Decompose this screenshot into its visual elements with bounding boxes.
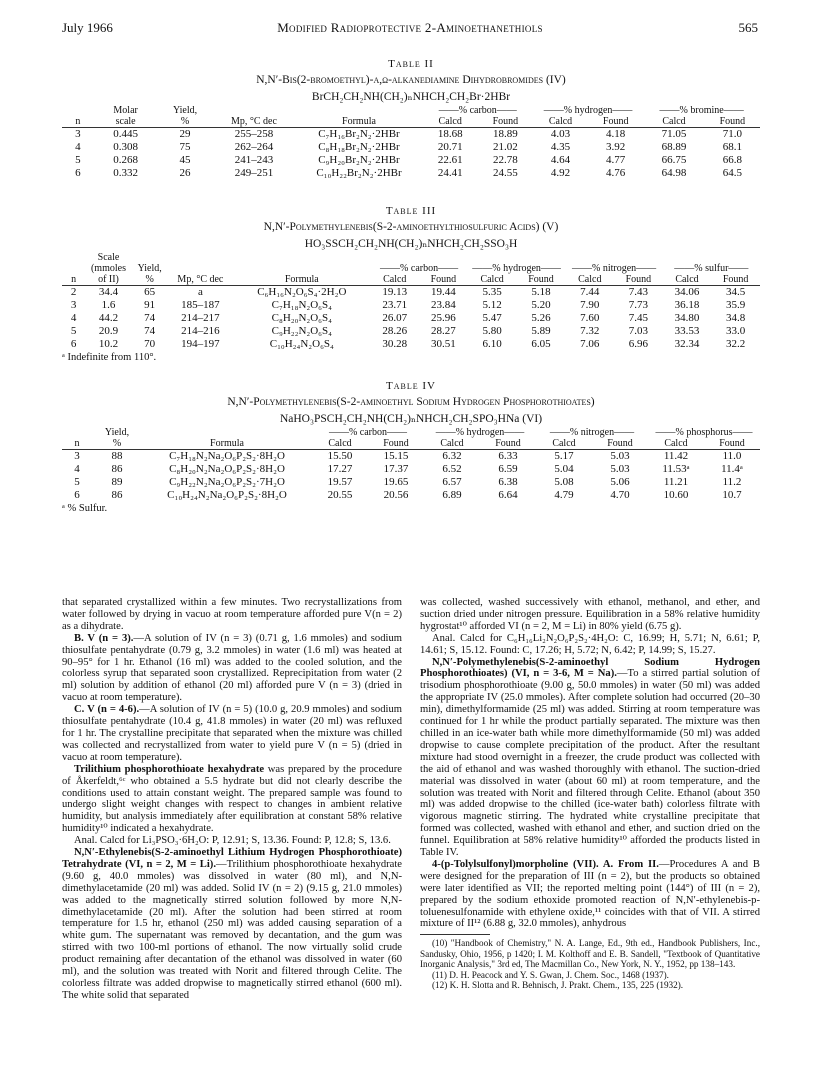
table-3-cell: 26.07 bbox=[382, 312, 408, 324]
table-3-footnote: ᵃ Indefinite from 110°. bbox=[62, 352, 157, 363]
table-3-column-header: Calcd bbox=[480, 274, 504, 285]
table-3-cell: 7.45 bbox=[628, 312, 649, 324]
table-4-cell: 6.38 bbox=[498, 476, 518, 488]
table-4-cell: 17.37 bbox=[383, 463, 409, 475]
table-4-column-header: Found bbox=[495, 438, 521, 449]
header-title: Modified Radioprotective 2-Aminoethanethiols bbox=[277, 20, 543, 35]
table-3-column-header: of II) bbox=[98, 274, 119, 285]
table-3-cell: 19.44 bbox=[431, 286, 456, 298]
table-4-group: ——% phosphorus—— bbox=[655, 427, 753, 438]
table-4-cell: 19.65 bbox=[383, 476, 409, 488]
table-2-column-header: Found bbox=[602, 116, 629, 127]
table-4-number: Table IV bbox=[386, 380, 436, 392]
table-4-cell: 5 bbox=[74, 476, 80, 488]
paragraph: N,N′-Polymethylenebis(S-2-aminoethyl Sodium Hydrogen Phosphorothioates) (VI, n = 3-6, M = Na).—To a stirred partial solution of trisodium phosphorothioate (9.00 g, 50.0 mmoles) in water (50 ml) was added the appropriate IV (25.0 mmoles). After complete solution had occurred (20–30 min), dimethylformamide (25 ml) was added. Stirring at room temperature was continued for 1 hr while the product partially separated. The mixture was then chilled in an ice-water bath while more dimethylformamide (50 ml) was added dropwise to cause complete precipitation of the product. After the resultant mixture had stood overnight in a freezer, the crude product was collected with the aid of ethanol and was washed thoroughly with ethanol. The suction-dried material was dissolved in water (about 60 ml) at room temperature, and the solution was treated with Norit and filtered through Celite. Ethanol (about 350 ml) was added dropwise to the chilled (ice-water bath) colorless filtrate with vigorous magnetic stirring. The hydrated white crystalline precipitate that formed was collected, washed with ethanol and ether, and suction dried on the funnel. Equilibration at 58% relative humidity¹⁰ afforded the products listed in Table IV. bbox=[420, 656, 760, 859]
table-2-column-header: scale bbox=[115, 116, 136, 127]
footnote: (11) D. H. Peacock and Y. S. Gwan, J. Chem. Soc., 1468 (1937). bbox=[432, 969, 669, 980]
paragraph: 4-(p-Tolylsulfonyl)morpholine (VII). A. From II.—Procedures A and B were designed for the preparation of III (n = 2), but the products so obtained were later identified as VII; the reported melting point (144°) of III (n = 2), prepared by the sodium ethoxide promoted reaction of N,N′-ethylenebis-p-toluenesulfonamide with ethylene oxide,¹¹ coincides with that of VII. A stirred mixture of II¹² (6.88 g, 32.0 mmoles), anhydrous bbox=[420, 858, 760, 930]
table-3-cell: 19.13 bbox=[382, 286, 408, 298]
table-4-cell: C₈H₂₀N₂Na₂O₆P₂S₂·8H₂O bbox=[169, 463, 285, 475]
table-3-column-header: Found bbox=[430, 274, 457, 285]
table-4-column-header: Calcd bbox=[440, 438, 464, 449]
table-3-cell: 91 bbox=[144, 299, 156, 311]
table-3-cell: 34.06 bbox=[674, 286, 700, 298]
table-4-cell: 11.42 bbox=[663, 450, 689, 462]
table-3-cell: 33.53 bbox=[674, 325, 700, 337]
table-4-group: ——% carbon—— bbox=[328, 427, 408, 438]
table-2-cell: 75 bbox=[179, 141, 191, 153]
table-3-cell: 32.2 bbox=[726, 338, 746, 350]
table-4-cell: C₉H₂₂N₂Na₂O₆P₂S₂·7H₂O bbox=[169, 476, 285, 488]
table-2-cell: C₇H₁₆Br₂N₂·2HBr bbox=[318, 128, 400, 140]
table-4-grid bbox=[62, 427, 760, 502]
table-4-cell: C₇H₁₈N₂Na₂O₆P₂S₂·8H₂O bbox=[169, 450, 285, 462]
footnote: (10) "Handbook of Chemistry," N. A. Lange, Ed., 9th ed., Handbook Publishers, Inc., Sandusky, Ohio, 1956, p 1420; I. M. Kolthoff and E. B. Sandell, "Textbook of Quantitative Inorganic Analysis," 3rd ed, The Macmillan Co., New York, N. Y., 1952, pp 138–143. bbox=[420, 938, 760, 970]
section-heading: N,N′-Polymethylenebis(S-2-aminoethyl Sodium Hydrogen Phosphorothioates) (VI, n = 3-6, M = Na). bbox=[420, 656, 760, 680]
paragraph: B. V (n = 3).—A solution of IV (n = 3) (0.71 g, 1.6 mmoles) and sodium thiosulfate pentahydrate (0.79 g, 3.2 mmoles) in water (1.6 ml) was heated at 90–95° for 1 hr. Ethanol (16 ml) was added to the cooled solution, and the colorless syrup that separated soon crystallized. Reprecipitation from water (2 ml) solution by addition of ethanol (20 ml) afforded pure V (n = 3) (dried in vacuo at room temperature). bbox=[62, 632, 402, 704]
page-number: 565 bbox=[738, 20, 758, 35]
table-4-footnote: ᵃ % Sulfur. bbox=[62, 503, 108, 514]
table-3-cell: 214–216 bbox=[181, 325, 220, 337]
table-4-column-header: Calcd bbox=[552, 438, 576, 449]
table-2-title: N,N′-Bis(2-bromoethyl)-α,ω-alkanediamine Dihydrobromides (IV) bbox=[256, 74, 566, 86]
table-2-cell: 0.445 bbox=[113, 128, 138, 140]
table-4-cell: 88 bbox=[111, 450, 123, 462]
table-2-cell: 3 bbox=[75, 128, 81, 140]
table-3 bbox=[62, 205, 760, 363]
table-4-cell: 5.03 bbox=[610, 463, 630, 475]
table-4-cell: 20.56 bbox=[383, 489, 409, 501]
table-4-row bbox=[62, 489, 760, 502]
table-3-column-header: Calcd bbox=[675, 274, 699, 285]
table-4-row bbox=[62, 450, 760, 464]
table-3-column-header: Found bbox=[722, 274, 749, 285]
table-3-column-header: Found bbox=[528, 274, 554, 285]
table-4-column-header: n bbox=[74, 438, 80, 449]
table-2-column-header: Calcd bbox=[548, 116, 573, 127]
table-3-column-header: % bbox=[145, 274, 154, 285]
analysis-paragraph: Anal. Calcd for Li₃PSO₃·6H₂O: P, 12.91; S, 13.36. Found: P, 12.8; S, 13.6. bbox=[74, 835, 391, 847]
table-3-cell: 7.06 bbox=[580, 338, 600, 350]
table-3-grid bbox=[62, 252, 760, 351]
table-2-column-header: Found bbox=[719, 116, 746, 127]
table-3-cell: 44.2 bbox=[98, 312, 119, 324]
table-3-cell: 23.71 bbox=[382, 299, 408, 311]
table-2-cell: C₁₀H₂₂Br₂N₂·2HBr bbox=[316, 167, 402, 179]
table-2-group: ——% bromine—— bbox=[659, 105, 744, 116]
table-4-cell: 15.50 bbox=[327, 450, 353, 462]
table-3-cell: C₆H₁₆N₂O₆S₄·2H₂O bbox=[257, 286, 347, 298]
table-2-cell: 68.1 bbox=[722, 141, 742, 153]
paragraph: C. V (n = 4-6).—A solution of IV (n = 5) (10.0 g, 20.9 mmoles) and sodium thiosulfate pentahydrate (10.4 g, 41.8 mmoles) in water (20 ml) was refluxed for 1 hr. The crystalline precipitate that separated when the mixture was chilled was collected and recrystallized from water to yield pure V (n = 5) (dried in vacuo at room temperature). bbox=[62, 704, 402, 763]
table-2 bbox=[62, 58, 760, 180]
footnote-divider bbox=[420, 934, 490, 935]
table-3-cell: 5.20 bbox=[531, 299, 551, 311]
table-2-column-header: Calcd bbox=[662, 116, 686, 127]
table-2-cell: 45 bbox=[179, 154, 191, 166]
table-3-head: (mmoles bbox=[90, 263, 126, 274]
table-3-cell: 185–187 bbox=[181, 299, 220, 311]
table-2-head: Molar bbox=[113, 105, 138, 116]
table-2-cell: 18.68 bbox=[437, 128, 463, 140]
table-2-row bbox=[62, 167, 760, 180]
table-3-column-header: Calcd bbox=[578, 274, 602, 285]
table-4-cell: 86 bbox=[111, 489, 123, 501]
table-4-cell: 5.08 bbox=[554, 476, 574, 488]
table-4-cell: 4.79 bbox=[554, 489, 574, 501]
table-3-cell: 6 bbox=[70, 338, 77, 350]
table-4-cell: 6.89 bbox=[442, 489, 462, 501]
table-2-cell: 71.05 bbox=[661, 128, 687, 140]
table-4-cell: 19.57 bbox=[327, 476, 353, 488]
table-4-cell: 10.60 bbox=[663, 489, 689, 501]
table-4-cell: 6.33 bbox=[498, 450, 518, 462]
table-3-group: ——% sulfur—— bbox=[674, 263, 749, 274]
table-3-group: ——% nitrogen—— bbox=[572, 263, 657, 274]
table-4-cell: 6.64 bbox=[498, 489, 518, 501]
table-3-cell: 20.9 bbox=[98, 325, 119, 337]
table-4-cell: 11.2 bbox=[722, 476, 742, 488]
table-3-cell: 35.9 bbox=[726, 299, 746, 311]
table-2-cell: 64.98 bbox=[661, 167, 687, 179]
section-heading: N,N′-Ethylenebis(S-2-aminoethyl Lithium Hydrogen Phosphorothioate) Tetrahydrate (VI, n = 2, M = Li). bbox=[62, 847, 402, 870]
table-3-group: ——% hydrogen—— bbox=[472, 263, 561, 274]
table-2-cell: 26 bbox=[179, 167, 191, 179]
table-4-cell: 5.03 bbox=[610, 450, 630, 462]
table-2-cell: 64.5 bbox=[722, 167, 742, 179]
table-3-cell: 34.80 bbox=[674, 312, 700, 324]
table-4-cell: 4 bbox=[74, 463, 80, 475]
table-2-column-header: % bbox=[180, 116, 190, 127]
table-3-row bbox=[62, 299, 760, 312]
table-3-cell: 74 bbox=[144, 325, 156, 337]
table-3-row bbox=[62, 325, 760, 338]
table-2-column-header: Mp, °C dec bbox=[231, 116, 277, 127]
table-2-head: Yield, bbox=[172, 105, 198, 116]
table-3-cell: 5.47 bbox=[482, 312, 502, 324]
section-heading: Trilithium phosphorothioate hexahydrate bbox=[74, 763, 265, 775]
table-4-cell: 86 bbox=[111, 463, 123, 475]
table-2-cell: 21.02 bbox=[492, 141, 518, 153]
table-2-cell: 24.55 bbox=[492, 167, 518, 179]
table-2-cell: 255–258 bbox=[234, 128, 274, 140]
table-2-cell: 241–243 bbox=[234, 154, 274, 166]
table-4-column-header: Found bbox=[607, 438, 633, 449]
table-3-cell: C₈H₂₀N₂O₆S₄ bbox=[271, 312, 332, 324]
table-2-group: ——% hydrogen—— bbox=[543, 105, 633, 116]
table-2-cell: 4.64 bbox=[550, 154, 571, 166]
table-4-group: ——% nitrogen—— bbox=[549, 427, 635, 438]
table-3-cell: 5.12 bbox=[482, 299, 502, 311]
table-3-cell: 6.05 bbox=[531, 338, 551, 350]
table-3-cell: 5 bbox=[70, 325, 77, 337]
table-4-group: ——% hydrogen—— bbox=[435, 427, 525, 438]
table-3-column-header: n bbox=[71, 274, 77, 285]
table-3-title: N,N′-Polymethylenebis(S-2-aminoethylthiosulfuric Acids) (V) bbox=[263, 221, 559, 233]
table-3-number: Table III bbox=[385, 205, 437, 217]
table-2-cell: 22.61 bbox=[437, 154, 463, 166]
table-2-cell: 4.18 bbox=[606, 128, 626, 140]
table-2-cell: 4.92 bbox=[550, 167, 571, 179]
table-3-cell: 34.5 bbox=[726, 286, 746, 298]
table-2-cell: 66.8 bbox=[722, 154, 742, 166]
table-3-cell: 28.27 bbox=[431, 325, 456, 337]
table-4-cell: 20.55 bbox=[327, 489, 353, 501]
analysis-paragraph: Anal. Calcd for C₆H₁₆Li₂N₂O₆P₂S₂·4H₂O: C, 16.99; H, 5.71; N, 6.61; P, 14.61; S, 15.12. Found: C, 17.26; H, 5.72; N, 6.42; P, 14.99; S, 15.27. bbox=[420, 632, 760, 656]
table-2-cell: 3.92 bbox=[606, 141, 626, 153]
table-4-cell: 5.04 bbox=[554, 463, 574, 475]
table-3-cell: 30.51 bbox=[431, 338, 456, 350]
table-3-cell: 7.43 bbox=[628, 286, 649, 298]
table-4-head: Yield, bbox=[104, 427, 130, 438]
table-4-cell: 15.15 bbox=[383, 450, 409, 462]
table-3-cell: 25.96 bbox=[431, 312, 456, 324]
table-3-cell: 5.80 bbox=[482, 325, 502, 337]
table-2-formula: BrCH₂CH₂NH(CH₂)ₙNHCH₂CH₂Br·2HBr bbox=[311, 91, 511, 103]
table-3-column-header: Mp, °C dec bbox=[177, 274, 224, 285]
table-2-cell: 71.0 bbox=[722, 128, 742, 140]
table-3-row bbox=[62, 312, 760, 325]
table-4-cell: 11.4ᵃ bbox=[721, 463, 743, 475]
table-3-cell: 28.26 bbox=[382, 325, 408, 337]
table-4-cell: 6.32 bbox=[442, 450, 462, 462]
table-3-column-header: Calcd bbox=[383, 274, 407, 285]
running-header bbox=[62, 20, 758, 38]
table-4-row bbox=[62, 463, 760, 476]
table-2-number: Table II bbox=[388, 58, 434, 70]
table-3-cell: 5.89 bbox=[531, 325, 551, 337]
paragraph: that separated crystallized within a few minutes. Two recrystallizations from water followed by drying in vacuo at room temperature afforded pure V(n = 2) as a dihydrate. bbox=[62, 597, 402, 632]
table-4-column-header: Found bbox=[719, 438, 745, 449]
table-3-column-header: Found bbox=[625, 274, 652, 285]
table-3-cell: 23.84 bbox=[431, 299, 456, 311]
table-4-cell: 11.53ᵃ bbox=[662, 463, 690, 475]
table-3-cell: 34.8 bbox=[726, 312, 746, 324]
table-3-cell: 1.6 bbox=[101, 299, 116, 311]
table-3-cell: 7.32 bbox=[580, 325, 600, 337]
table-4-cell: 4.70 bbox=[610, 489, 630, 501]
table-4-cell: C₁₀H₂₄N₂Na₂O₆P₂S₂·8H₂O bbox=[167, 489, 287, 501]
table-3-cell: 2 bbox=[70, 286, 77, 298]
table-3-cell: 6.96 bbox=[628, 338, 649, 350]
table-2-column-header: Calcd bbox=[438, 116, 462, 127]
table-2-cell: 0.268 bbox=[113, 154, 138, 166]
table-3-cell: 33.0 bbox=[726, 325, 746, 337]
table-2-cell: 20.71 bbox=[437, 141, 463, 153]
section-heading: 4-(p-Tolylsulfonyl)morpholine (VII). A. From II. bbox=[432, 858, 659, 870]
table-2-cell: C₈H₁₈Br₂N₂·2HBr bbox=[318, 141, 400, 153]
table-4-cell: 11.21 bbox=[663, 476, 689, 488]
table-4-cell: 89 bbox=[111, 476, 123, 488]
paragraph: was collected, washed successively with ethanol, methanol, and ether, and suction dried under nitrogen pressure. Equilibration in a 58% relative humidity hygrostat¹⁰ afforded VI (n = 2, M = Li) in 80% yield (6.75 g). bbox=[420, 597, 760, 632]
table-3-cell: 10.2 bbox=[98, 338, 119, 350]
table-3-row bbox=[62, 286, 760, 300]
table-3-cell: 5.18 bbox=[531, 286, 551, 298]
table-3-cell: 6.10 bbox=[482, 338, 502, 350]
left-column bbox=[62, 597, 402, 1002]
table-3-cell: a bbox=[197, 286, 203, 298]
table-2-column-header: Formula bbox=[342, 116, 376, 127]
table-4-cell: 6.57 bbox=[442, 476, 462, 488]
table-2-cell: 262–264 bbox=[234, 141, 274, 153]
table-3-cell: 32.34 bbox=[674, 338, 700, 350]
table-3-cell: 4 bbox=[70, 312, 77, 324]
table-2-cell: 249–251 bbox=[234, 167, 274, 179]
table-2-group: ——% carbon—— bbox=[438, 105, 517, 116]
paragraph: Trilithium phosphorothioate hexahydrate was prepared by the procedure of Åkerfeldt,⁶ᶜ who obtained a 5.5 hydrate but did not clearly describe the conditions used to attain constant weight. The prepared sample was found to undergo slight weight changes with respect to changes in ambient relative humidity, but analysis immediately after equilibration at constant 58% relative humidity¹⁰ indicated a hexahydrate. bbox=[62, 763, 403, 835]
table-3-cell: 74 bbox=[144, 312, 156, 324]
table-2-column-header: n bbox=[75, 116, 81, 127]
table-3-cell: 7.73 bbox=[628, 299, 649, 311]
right-column bbox=[420, 597, 760, 990]
table-4-cell: 17.27 bbox=[327, 463, 353, 475]
table-2-cell: 6 bbox=[75, 167, 81, 179]
table-2-cell: 0.308 bbox=[113, 141, 138, 153]
table-2-cell: 18.89 bbox=[492, 128, 518, 140]
table-2-cell: 5 bbox=[75, 154, 81, 166]
table-2-cell: 4.76 bbox=[606, 167, 626, 179]
table-3-row bbox=[62, 338, 760, 351]
table-3-head: Scale bbox=[97, 252, 120, 263]
table-4-cell: 10.7 bbox=[722, 489, 742, 501]
table-2-cell: 24.41 bbox=[437, 167, 463, 179]
table-4-cell: 5.06 bbox=[610, 476, 630, 488]
table-3-cell: 7.60 bbox=[580, 312, 600, 324]
table-2-cell: 4.03 bbox=[550, 128, 571, 140]
table-4-column-header: Calcd bbox=[664, 438, 688, 449]
section-heading: B. V (n = 3). bbox=[74, 632, 134, 644]
table-3-cell: C₇H₁₈N₂O₆S₄ bbox=[271, 299, 332, 311]
table-2-cell: 4.35 bbox=[550, 141, 571, 153]
table-4-cell: 6 bbox=[74, 489, 80, 501]
table-3-cell: 65 bbox=[144, 286, 156, 298]
table-4-cell: 6.59 bbox=[498, 463, 518, 475]
table-3-cell: 5.26 bbox=[531, 312, 551, 324]
table-2-row bbox=[62, 128, 760, 142]
table-2-cell: 66.75 bbox=[661, 154, 687, 166]
table-2-cell: 29 bbox=[179, 128, 191, 140]
table-2-column-header: Found bbox=[492, 116, 519, 127]
footnote: (12) K. H. Slotta and R. Behnisch, J. Prakt. Chem., 135, 225 (1932). bbox=[432, 980, 684, 990]
table-4-column-header: Formula bbox=[210, 438, 244, 449]
table-4-title: N,N′-Polymethylenebis(S-2-aminoethyl Sodium Hydrogen Phosphorothioates) bbox=[227, 396, 595, 408]
table-3-cell: C₁₀H₂₄N₂O₆S₄ bbox=[269, 338, 334, 350]
table-3-cell: 7.44 bbox=[580, 286, 600, 298]
table-2-grid bbox=[62, 105, 760, 180]
table-3-cell: 34.4 bbox=[98, 286, 119, 298]
table-4 bbox=[62, 380, 760, 514]
table-4-column-header: Found bbox=[383, 438, 409, 449]
table-3-cell: 194–197 bbox=[181, 338, 220, 350]
table-2-row bbox=[62, 154, 760, 167]
table-3-cell: 214–217 bbox=[181, 312, 220, 324]
table-3-cell: 7.90 bbox=[580, 299, 600, 311]
table-3-cell: 7.03 bbox=[628, 325, 649, 337]
table-3-cell: 30.28 bbox=[382, 338, 408, 350]
table-2-cell: 4.77 bbox=[606, 154, 626, 166]
table-2-cell: C₉H₂₀Br₂N₂·2HBr bbox=[318, 154, 400, 166]
table-2-cell: 68.89 bbox=[661, 141, 687, 153]
table-3-cell: C₉H₂₂N₂O₆S₄ bbox=[271, 325, 332, 337]
table-2-row bbox=[62, 141, 760, 154]
section-heading: C. V (n = 4-6). bbox=[74, 704, 140, 716]
table-4-cell: 11.0 bbox=[722, 450, 742, 462]
table-4-cell: 6.52 bbox=[442, 463, 462, 475]
table-3-formula: HO₃SSCH₂CH₂NH(CH₂)ₙNHCH₂CH₂SSO₃H bbox=[304, 238, 518, 250]
table-4-column-header: % bbox=[112, 438, 122, 449]
table-3-column-header: Formula bbox=[284, 274, 319, 285]
paragraph: N,N′-Ethylenebis(S-2-aminoethyl Lithium Hydrogen Phosphorothioate) Tetrahydrate (VI, n = 2, M = Li).—Trilithium phosphorothioate hexahydrate (9.60 g, 40.0 mmoles) was dissolved in water (80 ml), and N,N-dimethylacetamide (20 ml) was added. Solid IV (n = 2) (9.15 g, 21.0 mmoles) was added to the magnetically stirred solution followed by more N,N-dimethylacetamide (20 ml). After the solution had been stirred at room temperature for 1.5 hr, ethanol (250 ml) was added causing separation of a white gum. The supernatant was removed by decantation, and the gum was stirred with two 100-ml portions of ethanol. The now virtually solid crude product remaining after decantation of the ethanol was dissolved in water (60 ml), and the solution was treated with Norit and filtered through Celite. The colorless filtrate was added dropwise to magnetically stirred ethanol (600 ml). The white solid that separated bbox=[62, 847, 402, 1001]
table-3-cell: 70 bbox=[144, 338, 156, 350]
table-4-formula: NaHO₃PSCH₂CH₂NH(CH₂)ₙNHCH₂CH₂SPO₃HNa (VI) bbox=[279, 413, 543, 425]
table-3-cell: 36.18 bbox=[674, 299, 700, 311]
table-4-row bbox=[62, 476, 760, 489]
table-3-cell: 5.35 bbox=[482, 286, 502, 298]
table-2-cell: 22.78 bbox=[492, 154, 518, 166]
table-3-group: ——% carbon—— bbox=[380, 263, 459, 274]
table-2-cell: 4 bbox=[75, 141, 81, 153]
table-4-column-header: Calcd bbox=[328, 438, 352, 449]
table-3-head: Yield, bbox=[137, 263, 162, 274]
table-3-cell: 3 bbox=[70, 299, 77, 311]
table-4-cell: 3 bbox=[74, 450, 80, 462]
header-date: July 1966 bbox=[62, 20, 113, 35]
table-4-cell: 5.17 bbox=[554, 450, 574, 462]
table-2-cell: 0.332 bbox=[113, 167, 138, 179]
